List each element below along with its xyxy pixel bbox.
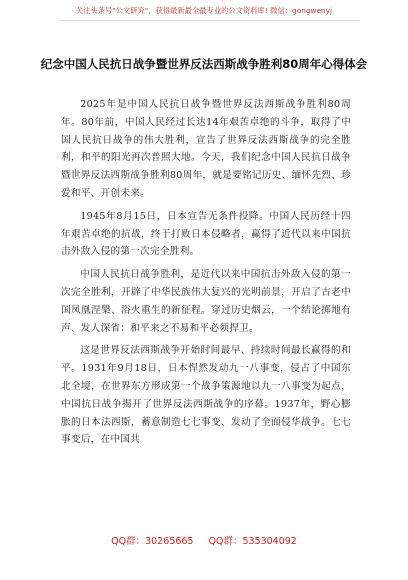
header-divider — [60, 20, 360, 21]
page-header-banner: 关注头条号"公文研究"，获得最新最全最专业的公文资料库! 微信：gongwenyj — [75, 6, 333, 15]
document-title: 纪念中国人民抗日战争暨世界反法西斯战争胜利80周年心得体会 — [40, 57, 368, 71]
footer-qq-group-2: QQ群：535304092 — [208, 536, 297, 547]
body-paragraph: 2025年是中国人民抗日战争暨世界反法西斯战争胜利80周年。80年前，中国人民经过长达14年艰苦卓绝的斗争，取得了中国人民抗日战争的伟大胜利，宣告了世界反法西斯战争的完全胜利，和平的阳光再次普照大地。今天，我们纪念中国人民抗日战争暨世界反法西斯战争胜利80周年，就是要铭记历史、缅怀先烈、珍爱和平、开创未来。 — [61, 99, 351, 199]
body-paragraph: 中国人民抗日战争胜利，是近代以来中国抗击外敌入侵的第一次完全胜利，开辟了中华民族伟大复兴的光明前景，开启了古老中国凤凰涅槃、浴火重生的新征程。穿过历史烟云，一个结论掷地有声、发人深省：和平来之不易和平必须捍卫。 — [61, 269, 351, 334]
document-body — [61, 96, 351, 454]
body-paragraph: 1945年8月15日，日本宣告无条件投降。中国人民历经十四年艰苦卓绝的抗战，终于打败日本侵略者，赢得了近代以来中国抗击外敌入侵的第一次完全胜利。 — [61, 210, 351, 258]
footer-qq-group-1: QQ群：30265665 — [111, 536, 194, 547]
body-paragraph: 这是世界反法西斯战争开始时间最早、持续时间最长赢得的和平。1931年9月18日，日本悍然发动九一八事变，侵占了中国东北全境，在世界东方形成第一个战争策源地以九一八事变为起点，中国抗日战争揭开了世界反法西斯战争的序幕。1937年，野心膨胀的日本法西斯，蓄意制造七七事变、发动了全面侵华战争。七七事变后，在中国共 — [61, 345, 351, 446]
page-footer — [0, 533, 408, 547]
